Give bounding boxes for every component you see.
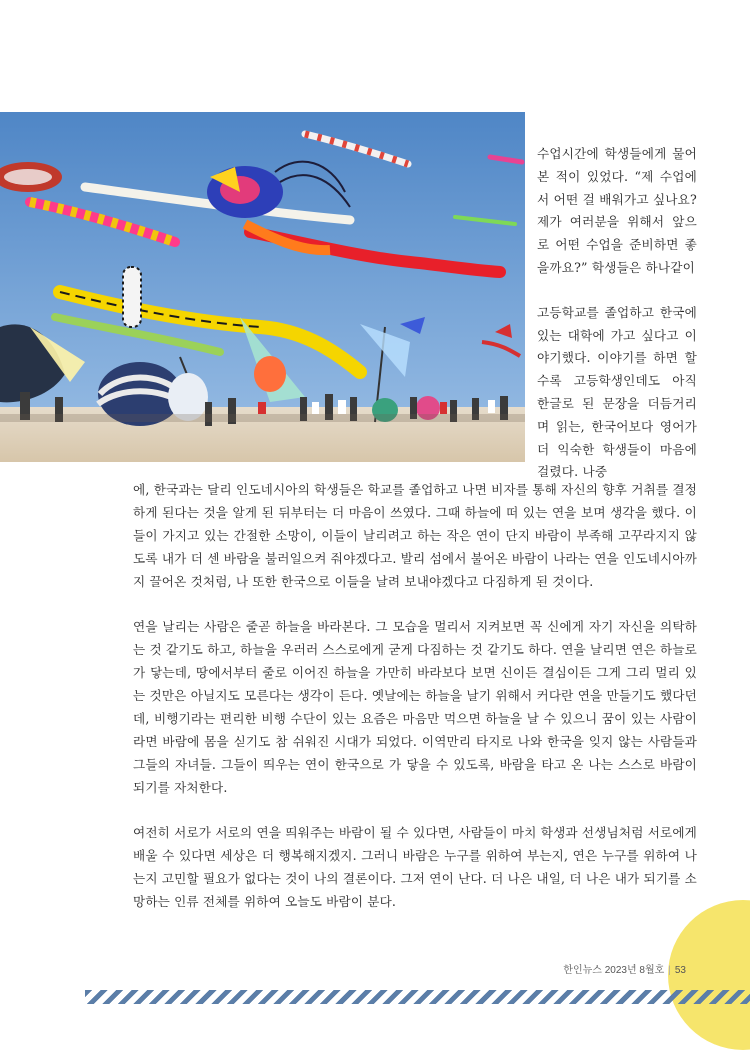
article-intro-column (537, 143, 697, 484)
intro-paragraph: 고등학교를 졸업하고 한국에 있는 대학에 가고 싶다고 이야기했다. 이야기를 하면 할수록 고등학생인데도 아직 한글로 된 문장을 더듬거리며 읽는, 한국어보다 영어가 더 익숙한 학생들이 마음에 걸렸다. 나중 (537, 304, 697, 480)
body-paragraph: 에, 한국과는 달리 인도네시아의 학생들은 학교를 졸업하고 나면 비자를 통해 자신의 향후 거취를 결정하게 된다는 것을 알게 된 뒤부터는 더 마음이 쓰였다. 그때 하늘에 떠 있는 연을 보며 생각을 했다. 이들이 가지고 있는 간절한 소망이, 이들이 날리려고 하는 작은 연이 단지 바람이 부족해 고꾸라지지 않도록 내가 더 센 바람을 불러일으켜 줘야겠다고. 발리 섬에서 불어온 바람이 나라는 연을 인도네시아까지 끌어온 것처럼, 나 또한 한국으로 이들을 날려 보내야겠다고 다짐하게 된 것이다. (133, 482, 697, 589)
body-paragraph: 여전히 서로가 서로의 연을 띄워주는 바람이 될 수 있다면, 사람들이 마치 학생과 선생님처럼 서로에게 배울 수 있다면 세상은 더 행복해지겠지. 그러니 바람은 누구를 위하여 부는지, 연은 누구를 위하여 나는지 고민할 필요가 없다는 것이 나의 결론이다. 그저 연이 난다. 더 나은 내일, 더 나은 내가 되기를 소망하는 인류 전체를 위하여 오늘도 바람이 분다. (133, 825, 697, 909)
kite-festival-photo (0, 112, 525, 462)
article-body (133, 478, 697, 935)
intro-paragraph: 수업시간에 학생들에게 물어본 적이 있었다. “제 수업에서 어떤 걸 배워가고 싶나요? 제가 여러분을 위해서 앞으로 어떤 수업을 준비하면 좋을까요?” 학생들은 하나같이 (537, 146, 697, 275)
publication-name: 한인뉴스 2023년 8월호 (563, 965, 665, 976)
page-footer (563, 961, 686, 976)
decorative-stripe-band (85, 990, 750, 1004)
body-paragraph: 연을 날리는 사람은 줄곧 하늘을 바라본다. 그 모습을 멀리서 지켜보면 꼭 신에게 자기 자신을 의탁하는 것 같기도 하고, 하늘을 우러러 스스로에게 굳게 다짐하는 것 같기도 하다. 연을 날리면 연은 하늘로 가 닿는데, 땅에서부터 줄로 이어진 하늘을 가만히 바라보다 보면 신이든 결심이든 그게 그리 멀리 있는 것만은 아닐지도 모른다는 생각이 든다. 옛날에는 하늘을 날기 위해서 커다란 연을 만들기도 했다던데, 비행기라는 편리한 비행 수단이 있는 요즘은 마음만 먹으면 하늘을 날 수 있으니 꿈이 있는 사람이라면 바람에 몸을 싣기도 참 쉬워진 시대가 되었다. 이역만리 타지로 나와 한국을 잊지 않는 사람들과 그들의 자녀들. 그들이 띄우는 연이 한국으로 가 닿을 수 있도록, 바람을 타고 온 나는 스스로 바람이 되기를 자처한다. (133, 619, 697, 795)
page-number: 53 (674, 965, 686, 976)
footer-divider: | (668, 965, 671, 976)
